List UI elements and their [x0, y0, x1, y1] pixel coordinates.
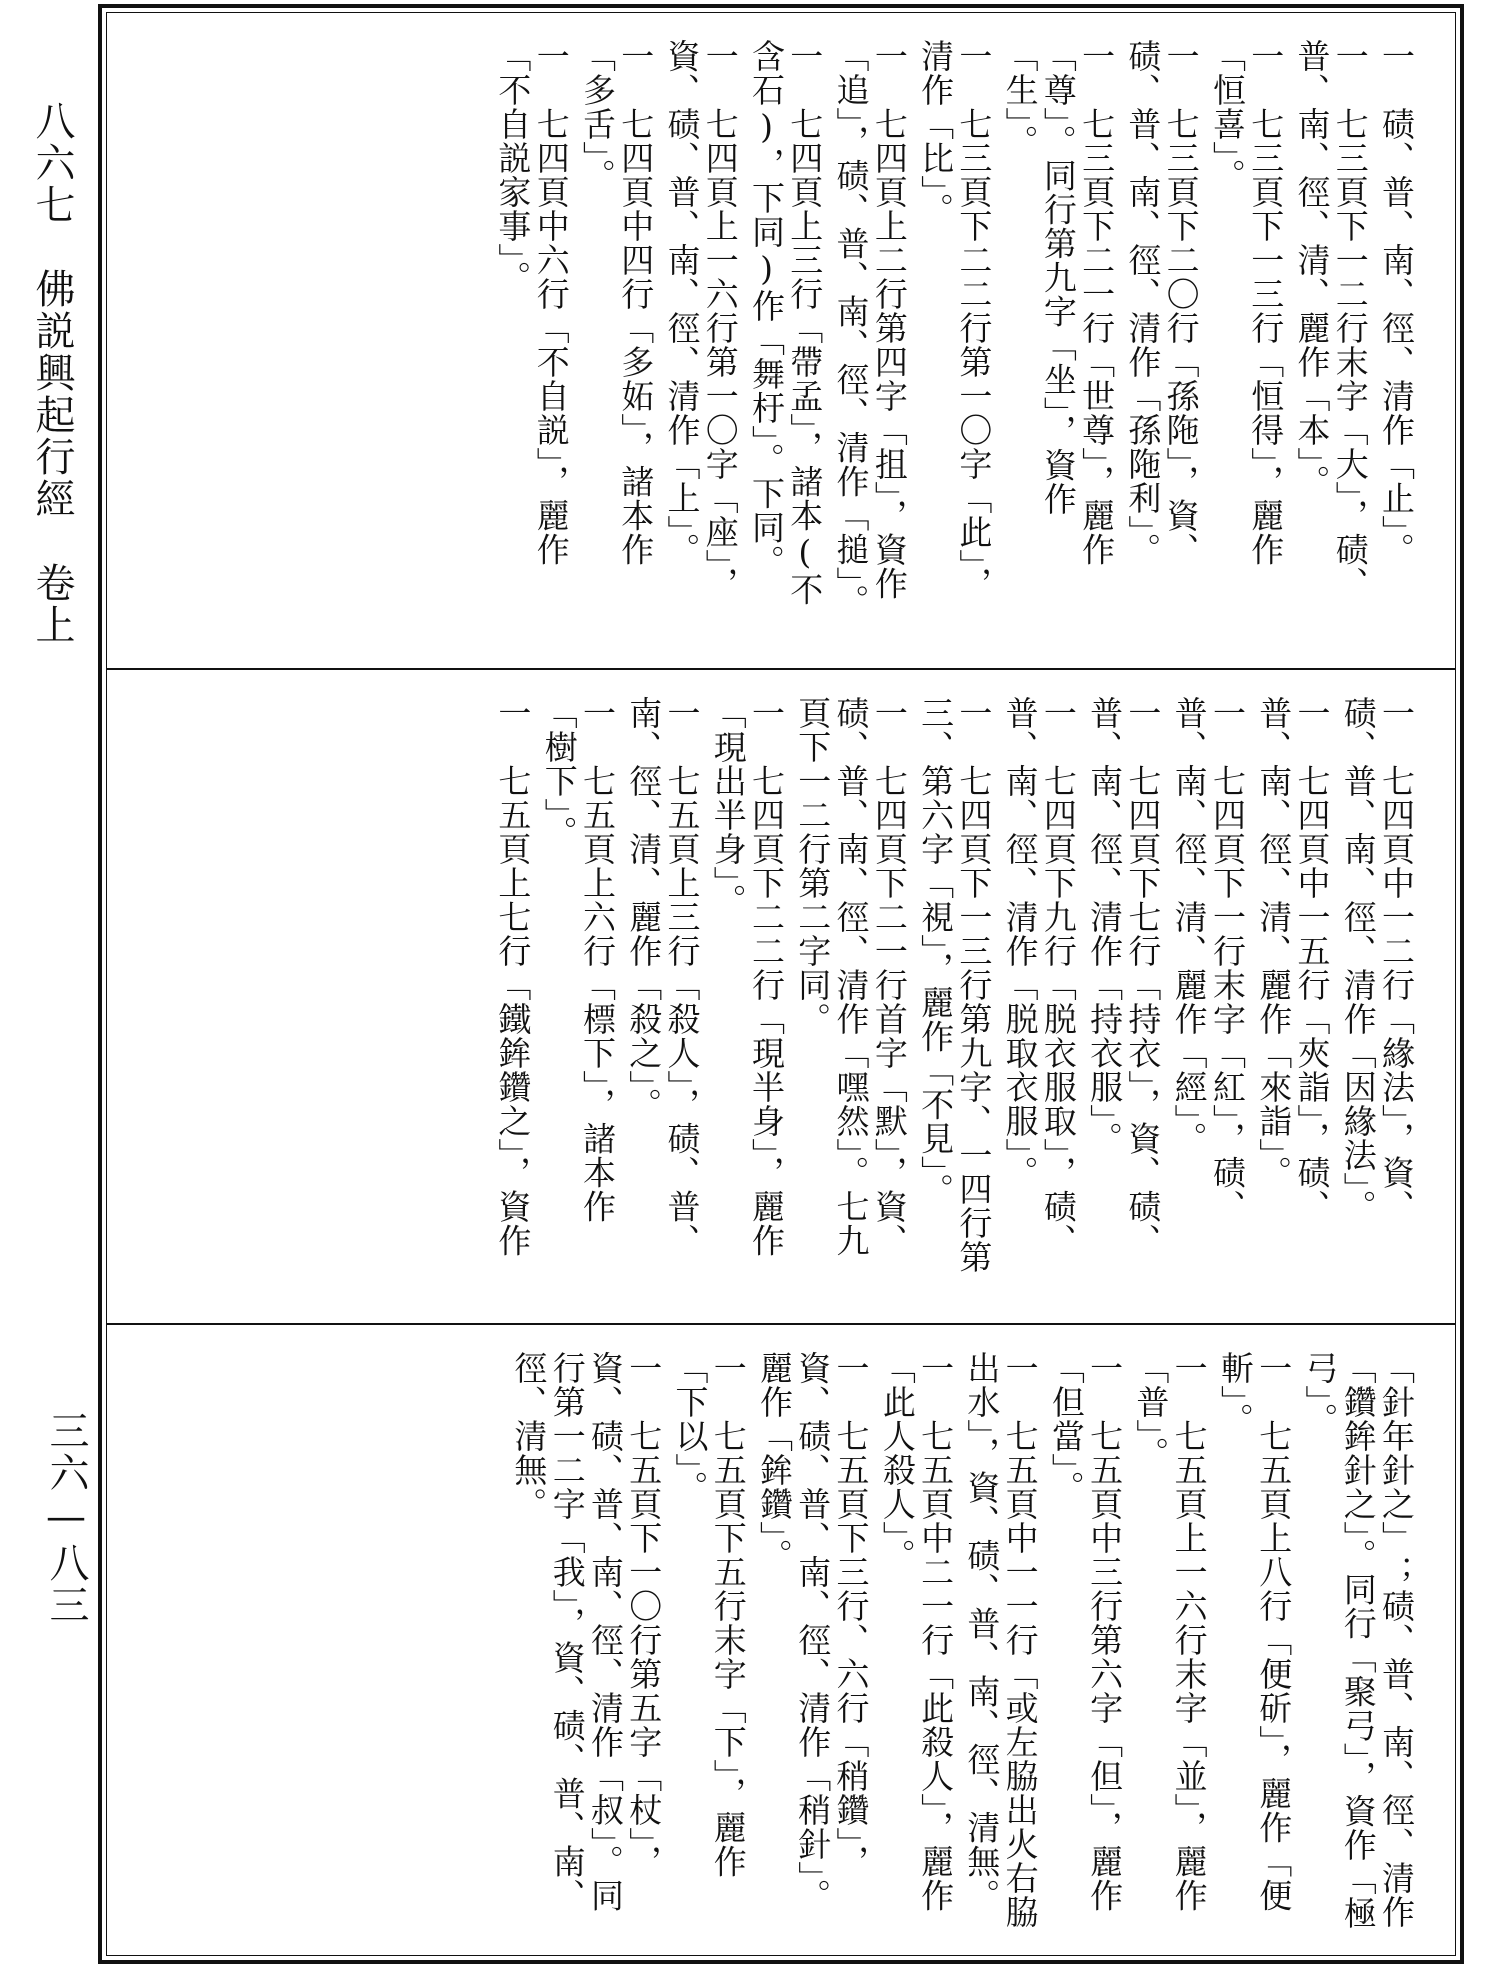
collation-entry: 一 七四頁中一五行「夾詣」，碛、普、南、徑、清、麗作「來詣」。: [1254, 696, 1332, 1224]
collation-entry: 一 七五頁中一一行「或左脇出火右脇出水」，資、碛、普、南、徑、清無。: [962, 1351, 1040, 1929]
collation-entry: 一 七四頁上一六行第一〇字「座」，資、碛、普、南、徑、清作「上」。: [662, 39, 740, 601]
collation-entry: 一 七四頁中六行「不自説」，麗作「不自説家事」。: [493, 39, 571, 567]
register-top: [107, 13, 1455, 668]
collation-entry: 一 七五頁下五行末字「下」，麗作「下以」。: [670, 1351, 748, 1879]
collation-entry: 一 七五頁上六行「標下」，諸本作「樹下」。: [539, 696, 617, 1224]
collation-entry: 一 七三頁下二〇行「孫陁」，資、碛、普、南、徑、清作「孫陁利」。: [1123, 39, 1201, 567]
page-frame: [98, 4, 1464, 1964]
collation-entry: 一 七五頁下三行、六行「稍鑽」，資、碛、普、南、徑、清作「稍針」。麗作「鉾鑽」。: [755, 1351, 871, 1913]
collation-entry: 一 七四頁下九行「脱衣服取」，碛、普、南、徑、清作「脱取衣服」。: [1000, 696, 1078, 1258]
collation-entry: 一 七五頁上七行「鐵鉾鑽之」，資作: [493, 696, 533, 1258]
collation-entry: 一 七四頁下七行「持衣」，資、碛、普、南、徑、清作「持衣服」。: [1085, 696, 1163, 1258]
page-frame-inner: [106, 12, 1456, 1956]
register-middle: [107, 668, 1455, 1325]
collation-entry: 一 七五頁下一〇行第五字「杖」，資、碛、普、南、徑、清作「叔」。同行第一二字「我」，資、碛、普、南、徑、清無。: [509, 1351, 664, 1913]
margin-page-code: 三六—八三: [43, 1410, 89, 1626]
collation-entry: 一 七四頁上三行「帶孟」，諸本(不含石)，下同)作「舞杅」。下同。: [747, 39, 825, 607]
collation-entry: 一 七四頁中四行「多妬」，諸本作「多舌」。: [577, 39, 656, 567]
column-group: [485, 39, 1415, 639]
collation-entry: 一 七五頁中二一行「此殺人」，麗作「此人殺人」。: [877, 1351, 956, 1913]
sutra-title: 佛説興起行經 卷上: [29, 268, 75, 646]
collation-entry: 一 七四頁下二一行首字「默」，資、碛、普、南、徑、清作「嘿然」。七九頁下一二行第二字同。: [793, 696, 909, 1258]
collation-entry: 一 七四頁上二行第四字「抯」，資作「追」，碛、普、南、徑、清作「搥」。: [831, 39, 909, 618]
margin-page-title: [6, 100, 76, 646]
page-number: 八六七: [29, 100, 75, 226]
collation-entry: 一 七四頁下一三行第九字、一四行第三、第六字「視」，麗作「不見」。: [916, 696, 994, 1274]
collation-entry: 一 七五頁中三行第六字「但」，麗作「但當」。: [1046, 1351, 1125, 1913]
collation-entry: 一 七五頁上一六行末字「並」，麗作「普」。: [1131, 1351, 1209, 1913]
collation-entry: 一 碛、普、南、徑、清作「止」。: [1377, 39, 1416, 567]
collation-entry: 一 七四頁下一行末字「紅」，碛、普、南、徑、清、麗作「經」。: [1169, 696, 1247, 1224]
collation-entry: 一 七三頁下二二行第一〇字「此」，清作「比」。: [916, 39, 994, 601]
collation-entry: 一 七四頁中一二行「緣法」，資、碛、普、南、徑、清作「因緣法」。: [1338, 696, 1416, 1224]
collation-entry: 一 七五頁上八行「便斫」，麗作「便斬」。: [1215, 1351, 1294, 1913]
register-bottom: [107, 1323, 1455, 1965]
column-group: [501, 1351, 1415, 1951]
collation-entry: 一 七四頁下二二行「現半身」，麗作「現出半身」。: [708, 696, 787, 1258]
collation-entry: 一 七三頁下一三行「恒得」，麗作「恒喜」。: [1207, 39, 1286, 567]
collation-entry: 一 七五頁上三行「殺人」，碛、普、南、徑、清、麗作「殺之」。: [624, 696, 702, 1258]
collation-entry: 「針年針之」；碛、普、南、徑、清作「鑽鉾針之」。同行「聚弓」，資作「極弓」。: [1300, 1351, 1416, 1930]
column-group: [485, 696, 1415, 1296]
collation-entry: 一 七三頁下二一行「世尊」，麗作「尊」。同行第九字「坐」，資作「生」。: [1000, 39, 1117, 567]
collation-entry: 一 七三頁下一二行末字「大」，碛、普、南、徑、清、麗作「本」。: [1292, 39, 1370, 601]
